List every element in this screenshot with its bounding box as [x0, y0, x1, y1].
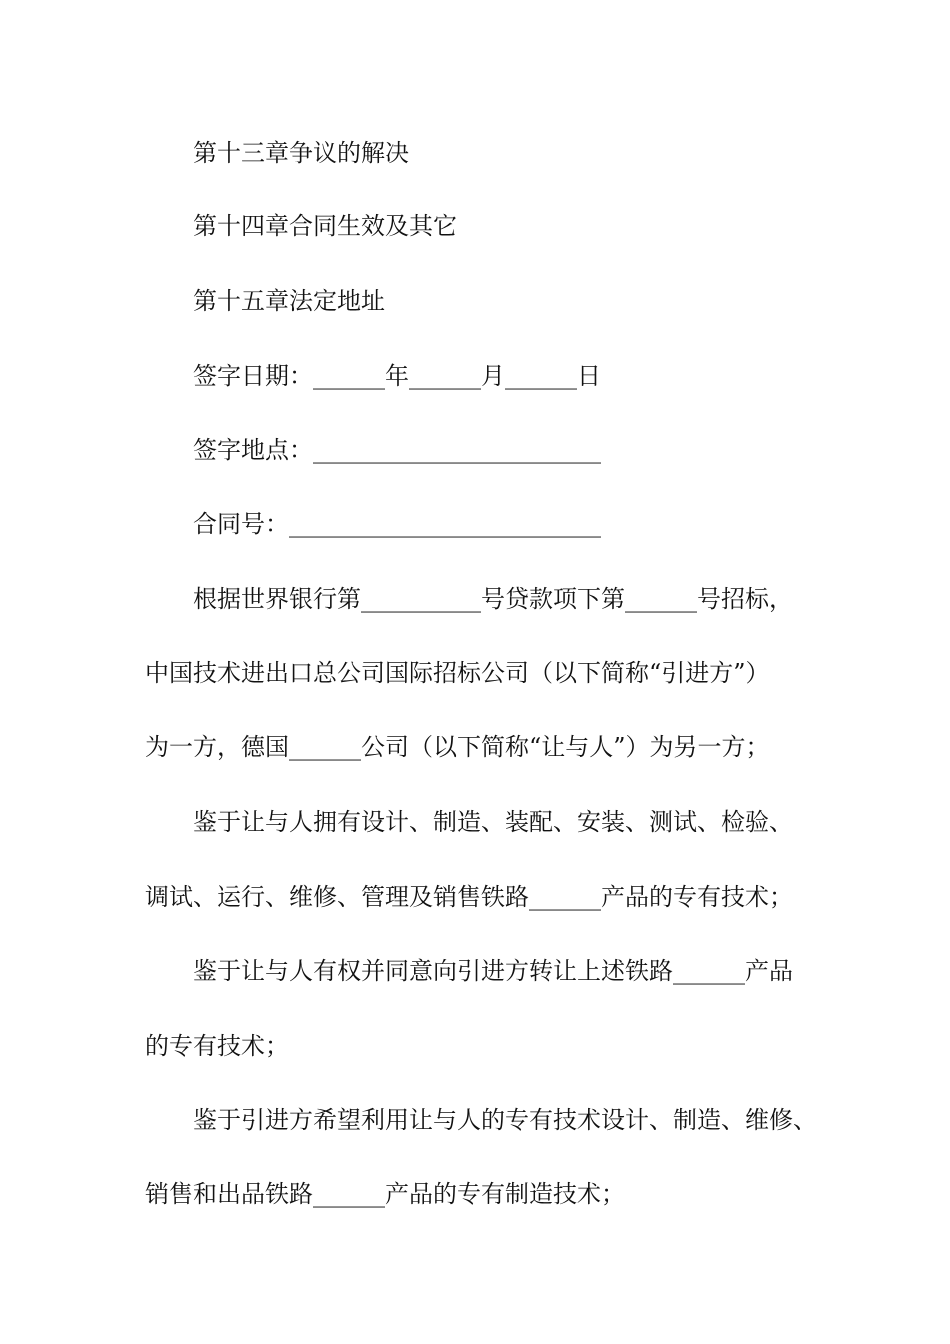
chapter-14-heading: 第十四章合同生效及其它 [193, 212, 457, 240]
body-paragraph-line: 中国技术进出口总公司国际招标公司（以下简称“引进方”） [145, 659, 770, 687]
body-paragraph-line: 鉴于让与人有权并同意向引进方转让上述铁路______产品 [193, 957, 793, 985]
body-paragraph-line: 根据世界银行第__________号贷款项下第______号招标， [193, 585, 793, 613]
signing-place-line: 签字地点：________________________ [193, 436, 601, 464]
body-paragraph-line: 鉴于引进方希望利用让与人的专有技术设计、制造、维修、 [193, 1106, 817, 1134]
body-paragraph-line: 鉴于让与人拥有设计、制造、装配、安装、测试、检验、 [193, 808, 793, 836]
body-paragraph-line: 调试、运行、维修、管理及销售铁路______产品的专有技术； [145, 883, 793, 911]
chapter-13-heading: 第十三章争议的解决 [193, 139, 409, 167]
body-paragraph-line: 为一方，德国______公司（以下简称“让与人”）为另一方； [145, 733, 770, 761]
body-paragraph-line: 的专有技术； [145, 1032, 289, 1060]
chapter-15-heading: 第十五章法定地址 [193, 287, 385, 315]
body-paragraph-line: 销售和出品铁路______产品的专有制造技术； [145, 1180, 625, 1208]
signing-date-line: 签字日期：______年______月______日 [193, 362, 601, 390]
contract-number-line: 合同号：__________________________ [193, 510, 601, 538]
